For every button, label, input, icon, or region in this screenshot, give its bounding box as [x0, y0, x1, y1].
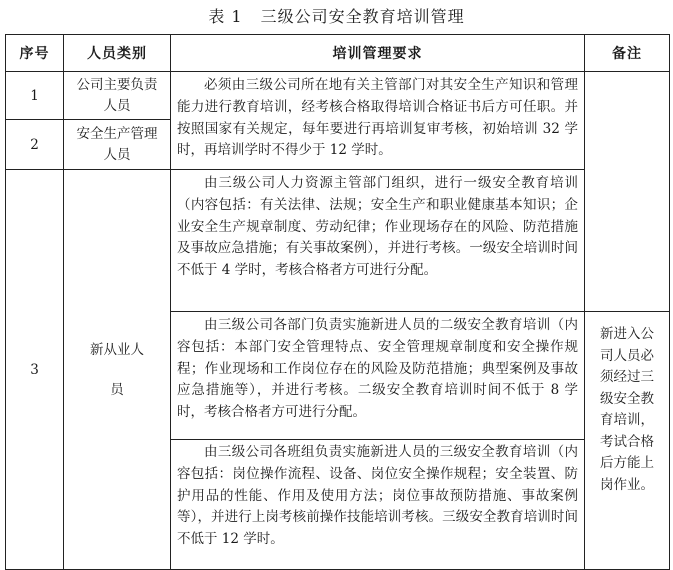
seq-cell: 1 [6, 72, 64, 120]
header-category: 人员类别 [64, 35, 171, 72]
table-row [6, 72, 670, 120]
requirement-text: 由三级公司各班组负责实施新进人员的三级安全教育培训（内容包括：岗位操作流程、设备、岗位安全操作规程；安全装置、防护用品的性能、作用及使用方法；岗位事故预防措施、事故案例等），并进行上岗考核前操作技能培训考核。三级安全教育培训时间不低于 12 学时。 [177, 444, 578, 548]
category-cell [64, 170, 171, 570]
header-seq: 序号 [6, 35, 64, 72]
table-title [0, 4, 673, 27]
table-caption: 三级公司安全教育培训管理 [260, 7, 465, 26]
category-text: 新从业人员 [90, 341, 144, 398]
requirement-cell-level1 [171, 170, 585, 312]
header-requirement: 培训管理要求 [171, 35, 585, 72]
requirement-text: 必须由三级公司所在地有关主管部门对其安全生产知识和管理能力进行教育培训，经考核合格取得培训合格证书后方可任职。并按照国家有关规定，每年要进行再培训复审考核，初始培训 32 学时，再培训学时不得少于 12 学时。 [177, 77, 578, 159]
header-remark: 备注 [585, 35, 670, 72]
requirement-cell-managers [171, 72, 585, 170]
requirement-cell-level2 [171, 312, 585, 440]
remark-cell-new [585, 312, 670, 570]
table-row [6, 170, 670, 312]
requirement-text: 由三级公司各部门负责实施新进人员的二级安全教育培训（内容包括：本部门安全管理特点、安全管理规章制度和安全操作规程；作业现场和工作岗位存在的风险及防范措施；典型案例及事故应急措施等），并进行考核。二级安全教育培训时间不低于 8 学时，考核合格者方可进行分配。 [177, 317, 578, 421]
seq-cell: 3 [6, 170, 64, 570]
training-table [5, 34, 670, 570]
header-row [6, 35, 670, 72]
table-number: 表 1 [208, 7, 243, 26]
requirement-cell-level3 [171, 440, 585, 570]
category-cell: 公司主要负责人员 [64, 72, 171, 120]
requirement-text: 由三级公司人力资源主管部门组织，进行一级安全教育培训（内容包括：有关法律、法规；安全生产和职业健康基本知识；企业安全生产规章制度、劳动纪律；作业现场存在的风险、防范措施及事故应急措施；有关事故案例），并进行考核。一级安全培训时间不低于 4 学时，考核合格者方可进行分配。 [177, 175, 578, 279]
remark-text: 新进入公司人员必须经过三级安全教育培训，考试合格后方能上岗作业。 [600, 326, 654, 493]
remark-cell-empty [585, 72, 670, 312]
seq-cell: 2 [6, 120, 64, 170]
category-cell: 安全生产管理人员 [64, 120, 171, 170]
